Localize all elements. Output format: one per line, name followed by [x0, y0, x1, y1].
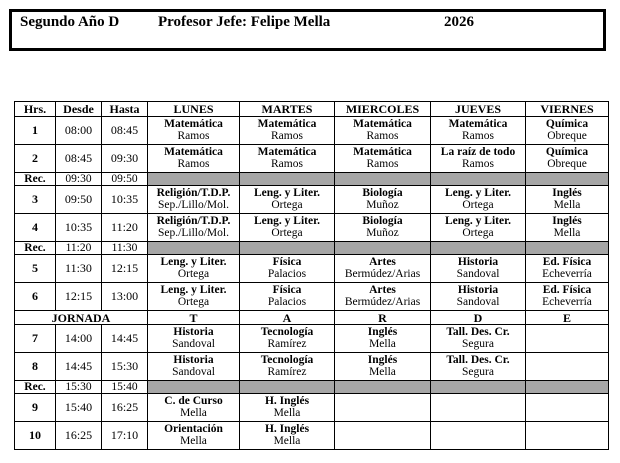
subject-name: Historia — [173, 326, 214, 338]
teacher-name: Ortega — [462, 226, 494, 239]
class-cell — [240, 353, 335, 381]
subject-name: Matemática — [353, 146, 412, 158]
start-time: 14:00 — [56, 325, 102, 353]
jornada-letter: E — [526, 311, 609, 325]
teacher-name: Mella — [273, 406, 301, 419]
recess-band — [431, 242, 526, 255]
subject-name: H. Inglés — [264, 423, 310, 435]
recess-band — [240, 242, 335, 255]
class-cell — [335, 214, 431, 242]
subject-name: Tall. Des. Cr. — [446, 326, 510, 338]
subject-name: Física — [272, 256, 302, 268]
start-time: 11:20 — [56, 242, 102, 255]
recess-label: Rec. — [15, 242, 56, 255]
class-cell — [526, 186, 609, 214]
class-cell — [240, 214, 335, 242]
start-time: 09:50 — [56, 186, 102, 214]
class-cell — [148, 214, 240, 242]
schedule-table — [14, 101, 609, 450]
col-day: MIERCOLES — [335, 102, 431, 117]
period-number: 6 — [15, 283, 56, 311]
class-cell — [240, 145, 335, 173]
jornada-label: JORNADA — [15, 311, 148, 325]
teacher-name: Mella — [180, 434, 207, 447]
class-cell — [148, 325, 240, 353]
class-cell — [148, 353, 240, 381]
recess-row — [15, 173, 609, 186]
col-hrs: Hrs. — [15, 102, 56, 117]
table-row — [15, 117, 609, 145]
recess-band — [335, 381, 431, 394]
subject-name: Leng. y Liter. — [160, 256, 227, 268]
recess-label: Rec. — [15, 173, 56, 186]
class-cell — [431, 255, 526, 283]
teacher-name: Obreque — [547, 157, 587, 170]
subject-name: Química — [545, 118, 589, 130]
teacher-name: Segura — [462, 365, 494, 378]
subject-name: Religión/T.D.P. — [156, 187, 231, 199]
recess-band — [526, 381, 609, 394]
schedule-body — [15, 117, 609, 450]
jornada-row — [15, 311, 609, 325]
recess-band — [240, 381, 335, 394]
teacher-name: Sandoval — [456, 267, 500, 280]
subject-name: Matemática — [448, 118, 508, 130]
class-cell — [526, 353, 609, 381]
subject-name: Leng. y Liter. — [444, 215, 512, 227]
class-cell — [526, 325, 609, 353]
period-number: 5 — [15, 255, 56, 283]
teacher-name: Sep./Lillo/Mol. — [158, 198, 229, 211]
jornada-letter: R — [335, 311, 431, 325]
table-row — [15, 145, 609, 173]
col-day: MARTES — [240, 102, 335, 117]
teacher-name: Mella — [273, 434, 301, 447]
teacher-name: Segura — [462, 337, 494, 350]
class-cell — [431, 394, 526, 422]
teacher-name: Mella — [369, 337, 396, 350]
teacher-name: Echeverría — [542, 267, 592, 280]
recess-band — [431, 381, 526, 394]
start-time: 16:25 — [56, 422, 102, 450]
subject-name: Física — [272, 284, 302, 296]
period-number: 3 — [15, 186, 56, 214]
teacher-name: Ortega — [271, 198, 303, 211]
class-cell — [240, 117, 335, 145]
schedule-header — [9, 9, 606, 51]
class-cell — [240, 422, 335, 450]
teacher-name: Ortega — [271, 226, 303, 239]
class-cell — [148, 255, 240, 283]
recess-band — [148, 173, 240, 186]
start-time: 08:00 — [56, 117, 102, 145]
teacher-name: Ramos — [271, 129, 303, 142]
table-row — [15, 394, 609, 422]
subject-name: Matemática — [257, 146, 317, 158]
subject-name: Matemática — [353, 118, 412, 130]
class-cell — [335, 117, 431, 145]
class-cell — [526, 117, 609, 145]
class-cell — [431, 145, 526, 173]
start-time: 15:30 — [56, 381, 102, 394]
teacher-name: Ramírez — [267, 365, 307, 378]
start-time: 09:30 — [56, 173, 102, 186]
end-time: 08:45 — [102, 117, 148, 145]
recess-band — [335, 242, 431, 255]
teacher-name: Ramos — [366, 157, 399, 170]
start-time: 15:40 — [56, 394, 102, 422]
recess-label: Rec. — [15, 381, 56, 394]
subject-name: Tall. Des. Cr. — [446, 354, 510, 366]
end-time: 17:10 — [102, 422, 148, 450]
head-teacher: Profesor Jefe: Felipe Mella — [158, 14, 331, 30]
subject-name: Leng. y Liter. — [160, 284, 227, 296]
class-cell — [526, 145, 609, 173]
subject-name: Ed. Física — [542, 256, 592, 268]
teacher-name: Ramos — [177, 129, 210, 142]
school-year: 2026 — [444, 14, 474, 30]
teacher-name: Sandoval — [172, 365, 215, 378]
class-cell — [335, 186, 431, 214]
class-cell — [240, 394, 335, 422]
subject-name: Orientación — [164, 423, 223, 435]
teacher-name: Palacios — [267, 295, 307, 308]
end-time: 11:30 — [102, 242, 148, 255]
jornada-letter: A — [240, 311, 335, 325]
subject-name: Matemática — [257, 118, 317, 130]
class-cell — [240, 283, 335, 311]
subject-name: Tecnología — [260, 354, 314, 366]
class-cell — [431, 117, 526, 145]
subject-name: Inglés — [367, 354, 398, 366]
class-cell — [335, 255, 431, 283]
subject-name: Biología — [362, 215, 403, 227]
col-day: LUNES — [148, 102, 240, 117]
jornada-letter: T — [148, 311, 240, 325]
subject-name: Historia — [457, 284, 499, 296]
end-time: 09:30 — [102, 145, 148, 173]
end-time: 15:30 — [102, 353, 148, 381]
start-time: 11:30 — [56, 255, 102, 283]
table-row — [15, 186, 609, 214]
class-cell — [431, 353, 526, 381]
subject-name: Religión/T.D.P. — [156, 215, 231, 227]
teacher-name: Ortega — [177, 267, 210, 280]
teacher-name: Muñoz — [366, 198, 399, 211]
end-time: 11:20 — [102, 214, 148, 242]
subject-name: Ed. Física — [542, 284, 592, 296]
recess-band — [240, 173, 335, 186]
subject-name: Química — [545, 146, 589, 158]
table-row — [15, 353, 609, 381]
subject-name: Artes — [369, 284, 396, 296]
class-cell — [148, 283, 240, 311]
teacher-name: Ortega — [177, 295, 210, 308]
subject-name: Historia — [173, 354, 214, 366]
class-cell — [526, 283, 609, 311]
period-number: 7 — [15, 325, 56, 353]
table-row — [15, 283, 609, 311]
period-number: 4 — [15, 214, 56, 242]
class-cell — [335, 145, 431, 173]
recess-band — [431, 173, 526, 186]
recess-band — [148, 381, 240, 394]
recess-band — [526, 242, 609, 255]
start-time: 10:35 — [56, 214, 102, 242]
teacher-name: Ortega — [462, 198, 494, 211]
period-number: 1 — [15, 117, 56, 145]
teacher-name: Mella — [180, 406, 207, 419]
col-day: JUEVES — [431, 102, 526, 117]
start-time: 12:15 — [56, 283, 102, 311]
class-cell — [335, 353, 431, 381]
class-cell — [240, 325, 335, 353]
teacher-name: Ramos — [271, 157, 303, 170]
subject-name: Inglés — [552, 215, 582, 227]
class-cell — [526, 214, 609, 242]
teacher-name: Mella — [553, 226, 581, 239]
class-cell — [240, 186, 335, 214]
teacher-name: Sep./Lillo/Mol. — [158, 226, 229, 239]
subject-name: Leng. y Liter. — [444, 187, 512, 199]
recess-row — [15, 242, 609, 255]
table-row — [15, 214, 609, 242]
subject-name: Artes — [369, 256, 396, 268]
end-time: 10:35 — [102, 186, 148, 214]
teacher-name: Bermúdez/Arias — [344, 267, 421, 280]
class-cell — [335, 394, 431, 422]
subject-name: Historia — [457, 256, 499, 268]
end-time: 12:15 — [102, 255, 148, 283]
class-cell — [240, 255, 335, 283]
end-time: 14:45 — [102, 325, 148, 353]
subject-name: Matemática — [164, 146, 223, 158]
period-number: 10 — [15, 422, 56, 450]
class-cell — [431, 325, 526, 353]
teacher-name: Mella — [553, 198, 581, 211]
teacher-name: Obreque — [547, 129, 587, 142]
end-time: 16:25 — [102, 394, 148, 422]
teacher-name: Ramos — [462, 129, 494, 142]
teacher-name: Ramos — [366, 129, 399, 142]
teacher-name: Sandoval — [456, 295, 500, 308]
class-cell — [526, 255, 609, 283]
class-cell — [335, 422, 431, 450]
teacher-name: Echeverría — [542, 295, 592, 308]
subject-name: Inglés — [367, 326, 398, 338]
end-time: 15:40 — [102, 381, 148, 394]
start-time: 14:45 — [56, 353, 102, 381]
teacher-name: Ramos — [177, 157, 210, 170]
class-cell — [526, 394, 609, 422]
subject-name: Tecnología — [260, 326, 314, 338]
subject-name: La raíz de todo — [440, 146, 516, 158]
period-number: 9 — [15, 394, 56, 422]
class-cell — [148, 422, 240, 450]
subject-name: Leng. y Liter. — [253, 215, 321, 227]
teacher-name: Sandoval — [172, 337, 215, 350]
class-cell — [335, 283, 431, 311]
class-cell — [148, 145, 240, 173]
class-cell — [148, 394, 240, 422]
end-time: 13:00 — [102, 283, 148, 311]
subject-name: Biología — [362, 187, 403, 199]
teacher-name: Ramírez — [267, 337, 307, 350]
col-hasta: Hasta — [102, 102, 148, 117]
class-cell — [431, 214, 526, 242]
end-time: 09:50 — [102, 173, 148, 186]
subject-name: Inglés — [552, 187, 582, 199]
table-row — [15, 325, 609, 353]
class-cell — [148, 117, 240, 145]
class-cell — [431, 422, 526, 450]
recess-band — [526, 173, 609, 186]
class-cell — [431, 283, 526, 311]
jornada-letter: D — [431, 311, 526, 325]
subject-name: H. Inglés — [264, 395, 310, 407]
class-cell — [335, 325, 431, 353]
col-day: VIERNES — [526, 102, 609, 117]
table-row — [15, 255, 609, 283]
class-cell — [431, 186, 526, 214]
period-number: 2 — [15, 145, 56, 173]
subject-name: Matemática — [164, 118, 223, 130]
recess-band — [148, 242, 240, 255]
subject-name: Leng. y Liter. — [253, 187, 321, 199]
teacher-name: Mella — [369, 365, 396, 378]
col-desde: Desde — [56, 102, 102, 117]
class-name: Segundo Año D — [20, 14, 120, 30]
start-time: 08:45 — [56, 145, 102, 173]
class-cell — [148, 186, 240, 214]
recess-band — [335, 173, 431, 186]
recess-row — [15, 381, 609, 394]
table-row — [15, 422, 609, 450]
header-row — [15, 102, 609, 117]
teacher-name: Bermúdez/Arias — [344, 295, 421, 308]
period-number: 8 — [15, 353, 56, 381]
teacher-name: Palacios — [267, 267, 307, 280]
subject-name: C. de Curso — [164, 395, 223, 407]
teacher-name: Ramos — [462, 157, 494, 170]
teacher-name: Muñoz — [366, 226, 399, 239]
class-cell — [526, 422, 609, 450]
